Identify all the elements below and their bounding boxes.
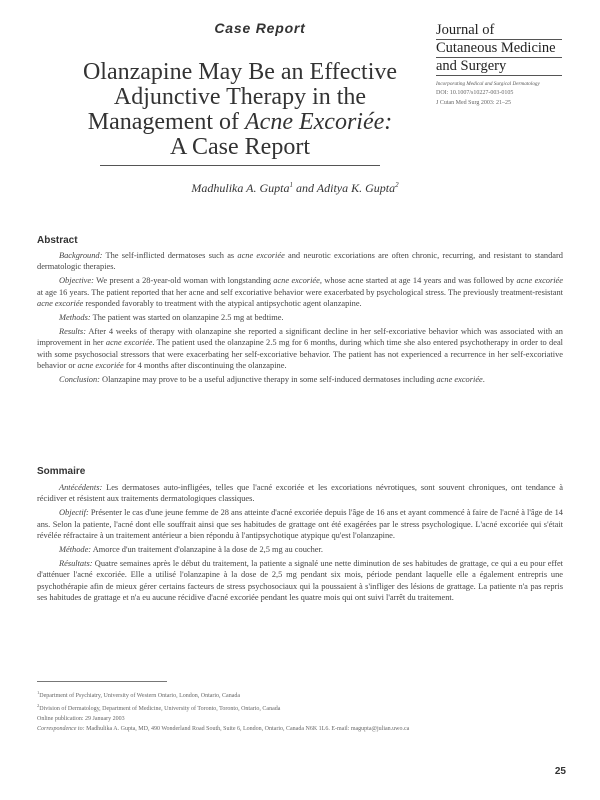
author-2-affiliation: 2 (395, 181, 399, 189)
footnote-marker: 1 (37, 690, 40, 695)
title-line-2: Adjunctive Therapy in the (113, 84, 367, 110)
abstract-results (37, 326, 563, 371)
text-run: Olanzapine may prove to be a useful adjunctive therapy in some self-induced dermatoses including (99, 375, 437, 385)
text-run-italic: acne excoriée (273, 276, 320, 286)
journal-name-line1: Journal of (436, 22, 562, 40)
text-run-italic: acne excoriée (105, 338, 153, 348)
text-run-italic: acne excoriée (237, 251, 285, 260)
title-line-3 (50, 110, 430, 135)
text-run: . (482, 375, 485, 385)
objective-label: Objective: (59, 276, 94, 286)
text-run: Les dermatoses auto-infligées, telles que l'acné excoriée et les excoriations névrotiques, sont souvent chroniques, ont tendance à récidiver et résistent aux traitements dermatologiques classiques. (37, 483, 563, 504)
doi: DOI: 10.1007/s10227-003-0105 (436, 90, 514, 96)
sommaire-body (37, 482, 563, 606)
text-run: The self-inflicted dermatoses such as (102, 251, 238, 260)
author-line (110, 181, 480, 196)
author-2: Aditya K. Gupta (316, 181, 396, 195)
correspondence-label: Correspondence to: (37, 726, 85, 732)
author-conjunction: and (292, 181, 317, 195)
citation: J Cutan Med Surg 2003: 21–25 (436, 100, 512, 106)
text-run: for 4 months after discontinuing the olanzapine. (123, 360, 287, 370)
background-label: Background: (59, 251, 103, 260)
title-line-3-italic: Acne Excoriée: (245, 109, 393, 135)
text-run: After 4 weeks of therapy with olanzapine she reported a significant decline in her self-excoriative behavior which was associated with an improvement in her (37, 327, 563, 348)
text-run: . The patient used the olanzapine 2.5 mg for 6 months, during which time she also entered psychotherapy in order to deal with some psychosocial stressors that were exacerbating her self-excoriative behavior. The patient has not experienced a recurrence in her self-excoriative behavior or (37, 338, 563, 370)
abstract-objective (37, 275, 563, 309)
text-run: Division of Dermatology, Department of Medicine, University of Toronto, Toronto, Ontario, Canada (39, 706, 281, 712)
text-run: , whose acne started at age 14 years and was followed by (319, 276, 517, 286)
sommaire-methode (37, 544, 563, 555)
footnote-correspondence (37, 724, 563, 734)
report-type-label: Case Report (214, 20, 306, 36)
text-run: Quatre semaines après le début du traitement, la patiente a signalé une nette diminution de ses habitudes de grattage, ce qui a eu pour effet d'atténuer l'acné excoriée. Elle a utilisé l'olanzapine à la dose de 2,5 mg pendant six mois, période pendant laquelle elle a également entrepris une psychothérapie afin de mieux gérer certains facteurs de stress psychosociaux qui la poussaient à s'infliger des lésions de grattage. La patiente n'a pas repris ses habitudes de grattage et n'a eu aucune récidive d'acné excoriée pendant les quatre mois qui ont suivi l'arrêt du traitement. (37, 559, 563, 602)
text-run: Présenter le cas d'une jeune femme de 28 ans atteinte d'acné excoriée depuis l'âge de 16 ans et ayant commencé à faire de l'acné à l'âge de 14 ans. Selon la patiente, l'acné dont elle souffrait ainsi que ses habitudes de grattage ont été exagérées par le stress psychologique. L'acné excoriée qui s'était révélée réfractaire à un traitement antérieur a bien répondu à l'antipsychotique atypique qu'est l'olanzapine. (37, 508, 563, 540)
abstract-methods (37, 312, 563, 323)
footnote-divider (37, 681, 167, 682)
footnotes (37, 688, 563, 734)
article-title (50, 60, 430, 160)
sommaire-heading: Sommaire (37, 466, 86, 477)
journal-masthead (436, 22, 564, 107)
author-1-affiliation: 1 (289, 181, 293, 189)
conclusion-label: Conclusion: (59, 375, 100, 385)
journal-name-line2: Cutaneous Medicine (436, 40, 562, 58)
author-1: Madhulika A. Gupta (191, 181, 290, 195)
abstract-background (37, 250, 563, 272)
methode-label: Méthode: (59, 545, 92, 555)
abstract-heading: Abstract (37, 235, 78, 246)
text-run-italic: acne excoriée (77, 360, 124, 370)
text-run-italic: acne excoriée (37, 298, 84, 308)
footnote-online-publication: Online publication: 29 January 2003 (37, 716, 125, 722)
footnote-affiliation-1 (37, 688, 563, 701)
title-line-4: A Case Report (170, 134, 310, 160)
footnote-marker: 2 (37, 703, 40, 708)
text-run: Amorce d'un traitement d'olanzapine à la dose de 2,5 mg au coucher. (91, 545, 323, 555)
sommaire-objectif (37, 507, 563, 541)
sommaire-resultats (37, 558, 563, 603)
abstract-conclusion (37, 374, 563, 385)
text-run: Madhulika A. Gupta, MD, 490 Wonderland Road South, Suite 6, London, Ontario, Canada N6K 1L6. E-mail: magupta@julian.uwo.ca (84, 726, 410, 732)
objectif-label: Objectif: (59, 508, 89, 518)
title-divider (100, 165, 380, 166)
journal-name-line3: and Surgery (436, 58, 562, 76)
methods-label: Methods: (59, 313, 91, 323)
sommaire-antecedents (37, 482, 563, 504)
footnote-affiliation-2 (37, 701, 563, 714)
antecedents-label: Antécédents: (59, 483, 103, 492)
abstract-body (37, 250, 563, 388)
text-run: The patient was started on olanzapine 2.5 mg at bedtime. (90, 313, 284, 323)
text-run: at age 16 years. The patient reported that her acne and self excoriative behavior were exacerbated by psychological stress. The previously treatment-resistant (37, 287, 563, 297)
text-run: We present a 28-year-old woman with longstanding (93, 276, 274, 286)
text-run: responded favorably to treatment with the atypical antipsychotic agent olanzapine. (83, 298, 362, 308)
journal-tagline: Incorporating Medical and Surgical Dermatology (436, 81, 540, 87)
title-line-1: Olanzapine May Be an Effective (82, 59, 398, 85)
resultats-label: Résultats: (59, 559, 93, 569)
results-label: Results: (59, 327, 86, 337)
title-line-3-text: Management of (87, 109, 246, 135)
text-run: and neurotic excoriations are often chronic, recurring, and resistant to standard dermatologic therapies. (37, 251, 563, 272)
page-number: 25 (554, 766, 566, 777)
text-run-italic: acne excoriée (516, 276, 563, 286)
text-run: Department of Psychiatry, University of Western Ontario, London, Ontario, Canada (39, 693, 241, 699)
text-run-italic: acne excoriée (436, 375, 483, 385)
